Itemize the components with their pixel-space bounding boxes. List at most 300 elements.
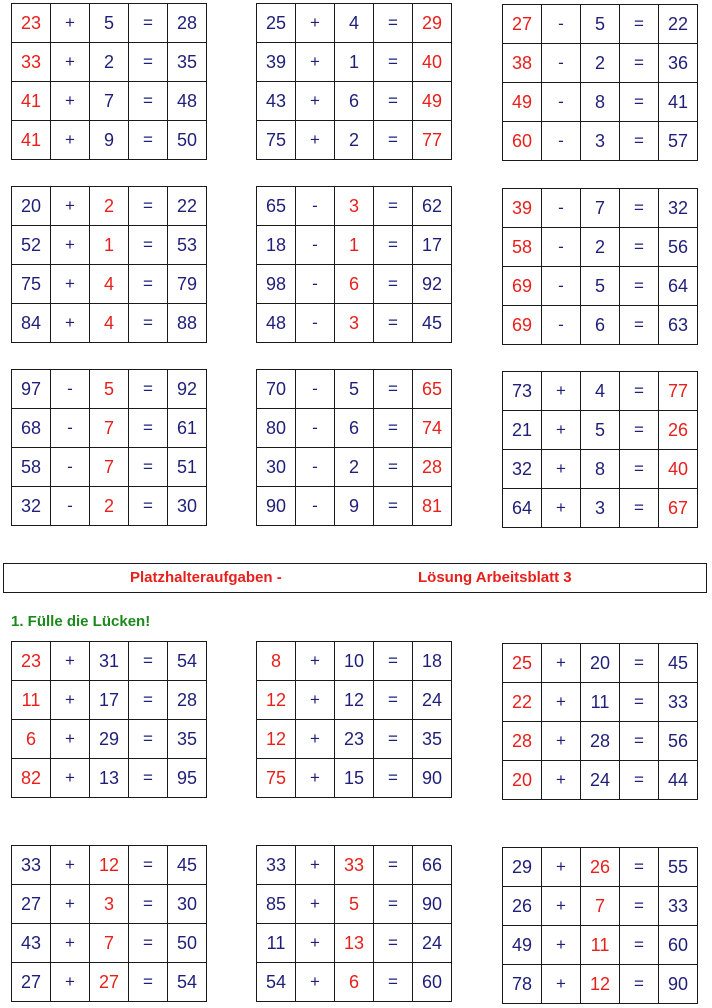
equals-cell: =	[129, 720, 168, 759]
answer-cell: 22	[503, 683, 542, 722]
number-cell: 28	[168, 681, 207, 720]
number-cell: 33	[659, 683, 698, 722]
operator-cell: -	[542, 44, 581, 83]
equation-row	[257, 642, 452, 681]
equation-row	[257, 681, 452, 720]
answer-cell: 39	[503, 189, 542, 228]
operator-cell: +	[542, 761, 581, 800]
number-cell: 22	[659, 5, 698, 44]
number-cell: 28	[168, 4, 207, 43]
equation-row	[257, 846, 452, 885]
number-cell: 54	[257, 963, 296, 1002]
answer-cell: 6	[12, 720, 51, 759]
number-cell: 11	[581, 683, 620, 722]
number-cell: 30	[168, 487, 207, 526]
number-cell: 54	[168, 963, 207, 1002]
operator-cell: +	[51, 642, 90, 681]
equals-cell: =	[620, 44, 659, 83]
equation-row	[257, 370, 452, 409]
answer-cell: 8	[257, 642, 296, 681]
number-cell: 5	[335, 370, 374, 409]
equals-cell: =	[129, 885, 168, 924]
equation-row	[12, 963, 207, 1002]
number-cell: 29	[90, 720, 129, 759]
number-cell: 48	[257, 304, 296, 343]
operator-cell: +	[296, 4, 335, 43]
number-cell: 55	[659, 848, 698, 887]
equation-row	[503, 83, 698, 122]
equals-cell: =	[374, 187, 413, 226]
number-cell: 58	[12, 448, 51, 487]
operator-cell: +	[51, 226, 90, 265]
number-cell: 43	[12, 924, 51, 963]
number-cell: 36	[659, 44, 698, 83]
operator-cell: -	[51, 487, 90, 526]
number-cell: 24	[581, 761, 620, 800]
answer-cell: 3	[335, 187, 374, 226]
equals-cell: =	[374, 885, 413, 924]
answer-cell: 40	[413, 43, 452, 82]
equals-cell: =	[374, 681, 413, 720]
equals-cell: =	[620, 887, 659, 926]
equation-row	[257, 82, 452, 121]
equals-cell: =	[620, 83, 659, 122]
number-cell: 95	[168, 759, 207, 798]
number-cell: 85	[257, 885, 296, 924]
equation-row	[12, 846, 207, 885]
number-cell: 24	[413, 924, 452, 963]
operator-cell: +	[51, 4, 90, 43]
equation-row	[503, 848, 698, 887]
equation-row	[503, 683, 698, 722]
equation-row	[503, 189, 698, 228]
number-cell: 90	[659, 965, 698, 1004]
equation-row	[12, 265, 207, 304]
operator-cell: -	[542, 122, 581, 161]
answer-cell: 2	[90, 187, 129, 226]
equation-row	[12, 43, 207, 82]
equation-table-d3	[502, 643, 698, 800]
number-cell: 5	[581, 411, 620, 450]
number-cell: 63	[659, 306, 698, 345]
equation-row	[12, 720, 207, 759]
operator-cell: -	[542, 83, 581, 122]
equation-row	[12, 82, 207, 121]
equation-row	[503, 44, 698, 83]
number-cell: 2	[581, 228, 620, 267]
equation-table-e1	[11, 845, 207, 1002]
equals-cell: =	[374, 759, 413, 798]
answer-cell: 77	[659, 372, 698, 411]
number-cell: 88	[168, 304, 207, 343]
number-cell: 65	[257, 187, 296, 226]
number-cell: 18	[413, 642, 452, 681]
answer-cell: 69	[503, 267, 542, 306]
equals-cell: =	[129, 487, 168, 526]
answer-cell: 7	[581, 887, 620, 926]
equation-row	[503, 411, 698, 450]
number-cell: 22	[168, 187, 207, 226]
equation-row	[257, 448, 452, 487]
equation-row	[257, 187, 452, 226]
answer-cell: 6	[335, 963, 374, 1002]
equals-cell: =	[374, 82, 413, 121]
title-right: Lösung Arbeitsblatt 3	[418, 569, 572, 586]
equals-cell: =	[620, 926, 659, 965]
number-cell: 60	[659, 926, 698, 965]
number-cell: 64	[503, 489, 542, 528]
answer-cell: 49	[503, 83, 542, 122]
number-cell: 2	[335, 448, 374, 487]
number-cell: 32	[503, 450, 542, 489]
equation-row	[12, 885, 207, 924]
equals-cell: =	[129, 448, 168, 487]
equation-row	[503, 887, 698, 926]
number-cell: 54	[168, 642, 207, 681]
number-cell: 17	[413, 226, 452, 265]
equals-cell: =	[374, 448, 413, 487]
operator-cell: +	[296, 681, 335, 720]
number-cell: 32	[659, 189, 698, 228]
number-cell: 3	[581, 122, 620, 161]
number-cell: 53	[168, 226, 207, 265]
equals-cell: =	[374, 304, 413, 343]
equals-cell: =	[129, 370, 168, 409]
operator-cell: +	[296, 963, 335, 1002]
equation-row	[503, 5, 698, 44]
number-cell: 26	[503, 887, 542, 926]
answer-cell: 4	[90, 265, 129, 304]
equation-table-d2	[256, 641, 452, 798]
operator-cell: -	[296, 448, 335, 487]
answer-cell: 3	[90, 885, 129, 924]
operator-cell: +	[296, 43, 335, 82]
answer-cell: 5	[90, 370, 129, 409]
equals-cell: =	[620, 848, 659, 887]
operator-cell: +	[51, 82, 90, 121]
equation-row	[503, 122, 698, 161]
number-cell: 6	[335, 82, 374, 121]
equals-cell: =	[129, 82, 168, 121]
equation-row	[503, 761, 698, 800]
number-cell: 11	[257, 924, 296, 963]
operator-cell: +	[51, 885, 90, 924]
equation-row	[257, 487, 452, 526]
equals-cell: =	[620, 683, 659, 722]
operator-cell: -	[296, 304, 335, 343]
number-cell: 61	[168, 409, 207, 448]
number-cell: 66	[413, 846, 452, 885]
number-cell: 6	[581, 306, 620, 345]
number-cell: 27	[12, 963, 51, 1002]
operator-cell: +	[542, 644, 581, 683]
number-cell: 23	[335, 720, 374, 759]
number-cell: 33	[257, 846, 296, 885]
equation-table-a3	[502, 4, 698, 161]
equals-cell: =	[374, 409, 413, 448]
answer-cell: 4	[90, 304, 129, 343]
equation-row	[503, 489, 698, 528]
number-cell: 56	[659, 722, 698, 761]
number-cell: 64	[659, 267, 698, 306]
number-cell: 45	[659, 644, 698, 683]
number-cell: 92	[413, 265, 452, 304]
operator-cell: +	[51, 304, 90, 343]
equals-cell: =	[129, 759, 168, 798]
operator-cell: -	[296, 487, 335, 526]
equals-cell: =	[620, 267, 659, 306]
number-cell: 33	[659, 887, 698, 926]
equals-cell: =	[129, 681, 168, 720]
number-cell: 41	[659, 83, 698, 122]
number-cell: 17	[90, 681, 129, 720]
operator-cell: +	[542, 848, 581, 887]
equation-row	[503, 926, 698, 965]
equals-cell: =	[374, 963, 413, 1002]
equation-row	[503, 450, 698, 489]
answer-cell: 7	[90, 448, 129, 487]
number-cell: 5	[90, 4, 129, 43]
operator-cell: +	[296, 885, 335, 924]
equation-row	[503, 306, 698, 345]
equation-table-b3	[502, 188, 698, 345]
answer-cell: 81	[413, 487, 452, 526]
answer-cell: 5	[335, 885, 374, 924]
equation-row	[503, 228, 698, 267]
answer-cell: 27	[90, 963, 129, 1002]
operator-cell: -	[296, 187, 335, 226]
equals-cell: =	[374, 924, 413, 963]
equals-cell: =	[620, 122, 659, 161]
answer-cell: 58	[503, 228, 542, 267]
number-cell: 9	[90, 121, 129, 160]
number-cell: 28	[581, 722, 620, 761]
equation-row	[12, 304, 207, 343]
equation-row	[257, 226, 452, 265]
operator-cell: +	[296, 82, 335, 121]
number-cell: 7	[90, 82, 129, 121]
equation-row	[257, 409, 452, 448]
answer-cell: 60	[503, 122, 542, 161]
operator-cell: -	[296, 409, 335, 448]
equation-row	[257, 963, 452, 1002]
number-cell: 78	[503, 965, 542, 1004]
answer-cell: 23	[12, 642, 51, 681]
equals-cell: =	[129, 187, 168, 226]
equals-cell: =	[374, 487, 413, 526]
answer-cell: 69	[503, 306, 542, 345]
equals-cell: =	[129, 121, 168, 160]
number-cell: 62	[413, 187, 452, 226]
equals-cell: =	[620, 644, 659, 683]
operator-cell: -	[296, 226, 335, 265]
number-cell: 3	[581, 489, 620, 528]
equals-cell: =	[620, 411, 659, 450]
number-cell: 35	[413, 720, 452, 759]
number-cell: 30	[257, 448, 296, 487]
operator-cell: +	[542, 372, 581, 411]
operator-cell: +	[296, 846, 335, 885]
number-cell: 5	[581, 267, 620, 306]
number-cell: 15	[335, 759, 374, 798]
number-cell: 51	[168, 448, 207, 487]
equation-row	[12, 187, 207, 226]
equation-row	[257, 265, 452, 304]
answer-cell: 41	[12, 82, 51, 121]
number-cell: 39	[257, 43, 296, 82]
number-cell: 2	[335, 121, 374, 160]
answer-cell: 6	[335, 265, 374, 304]
equation-table-b2	[256, 186, 452, 343]
operator-cell: -	[542, 267, 581, 306]
number-cell: 68	[12, 409, 51, 448]
number-cell: 90	[413, 759, 452, 798]
answer-cell: 26	[581, 848, 620, 887]
equation-table-c1	[11, 369, 207, 526]
equals-cell: =	[620, 5, 659, 44]
number-cell: 80	[257, 409, 296, 448]
operator-cell: -	[542, 228, 581, 267]
number-cell: 7	[581, 189, 620, 228]
number-cell: 43	[257, 82, 296, 121]
equation-table-c3	[502, 371, 698, 528]
equation-row	[12, 924, 207, 963]
operator-cell: +	[542, 887, 581, 926]
number-cell: 18	[257, 226, 296, 265]
operator-cell: +	[542, 965, 581, 1004]
number-cell: 44	[659, 761, 698, 800]
equals-cell: =	[129, 265, 168, 304]
number-cell: 2	[581, 44, 620, 83]
number-cell: 98	[257, 265, 296, 304]
equation-row	[12, 226, 207, 265]
answer-cell: 33	[335, 846, 374, 885]
equals-cell: =	[129, 642, 168, 681]
equation-row	[12, 409, 207, 448]
equation-row	[12, 487, 207, 526]
equals-cell: =	[374, 642, 413, 681]
answer-cell: 12	[257, 720, 296, 759]
answer-cell: 25	[503, 644, 542, 683]
equation-table-c2	[256, 369, 452, 526]
answer-cell: 41	[12, 121, 51, 160]
answer-cell: 20	[503, 761, 542, 800]
number-cell: 45	[168, 846, 207, 885]
number-cell: 90	[257, 487, 296, 526]
worksheet-title-bar	[3, 563, 707, 593]
operator-cell: +	[51, 759, 90, 798]
answer-cell: 33	[12, 43, 51, 82]
number-cell: 24	[413, 681, 452, 720]
equals-cell: =	[620, 228, 659, 267]
operator-cell: +	[51, 681, 90, 720]
equation-row	[12, 448, 207, 487]
equals-cell: =	[620, 489, 659, 528]
number-cell: 21	[503, 411, 542, 450]
answer-cell: 1	[335, 226, 374, 265]
equals-cell: =	[620, 450, 659, 489]
operator-cell: +	[542, 926, 581, 965]
number-cell: 6	[335, 409, 374, 448]
equals-cell: =	[374, 4, 413, 43]
number-cell: 57	[659, 122, 698, 161]
equation-table-b1	[11, 186, 207, 343]
number-cell: 8	[581, 450, 620, 489]
equation-table-a2	[256, 3, 452, 160]
equation-row	[12, 4, 207, 43]
equation-row	[503, 372, 698, 411]
equals-cell: =	[374, 226, 413, 265]
answer-cell: 75	[257, 759, 296, 798]
equation-table-e3	[502, 847, 698, 1004]
number-cell: 5	[581, 5, 620, 44]
operator-cell: +	[51, 924, 90, 963]
number-cell: 8	[581, 83, 620, 122]
equals-cell: =	[374, 265, 413, 304]
equation-table-e2	[256, 845, 452, 1002]
answer-cell: 82	[12, 759, 51, 798]
number-cell: 9	[335, 487, 374, 526]
answer-cell: 74	[413, 409, 452, 448]
operator-cell: -	[542, 5, 581, 44]
number-cell: 35	[168, 720, 207, 759]
equation-row	[503, 722, 698, 761]
number-cell: 32	[12, 487, 51, 526]
answer-cell: 1	[90, 226, 129, 265]
equation-row	[257, 4, 452, 43]
answer-cell: 7	[90, 409, 129, 448]
operator-cell: +	[51, 121, 90, 160]
answer-cell: 12	[90, 846, 129, 885]
answer-cell: 29	[413, 4, 452, 43]
equation-row	[12, 370, 207, 409]
equation-row	[257, 720, 452, 759]
operator-cell: +	[542, 722, 581, 761]
operator-cell: -	[296, 265, 335, 304]
number-cell: 20	[581, 644, 620, 683]
operator-cell: +	[296, 720, 335, 759]
number-cell: 35	[168, 43, 207, 82]
equals-cell: =	[129, 43, 168, 82]
operator-cell: -	[51, 409, 90, 448]
number-cell: 13	[90, 759, 129, 798]
equals-cell: =	[374, 43, 413, 82]
equation-row	[257, 304, 452, 343]
equals-cell: =	[129, 304, 168, 343]
number-cell: 84	[12, 304, 51, 343]
answer-cell: 77	[413, 121, 452, 160]
number-cell: 33	[12, 846, 51, 885]
equals-cell: =	[129, 924, 168, 963]
answer-cell: 11	[12, 681, 51, 720]
equation-row	[12, 759, 207, 798]
answer-cell: 12	[257, 681, 296, 720]
equals-cell: =	[129, 409, 168, 448]
operator-cell: +	[542, 450, 581, 489]
number-cell: 97	[12, 370, 51, 409]
equals-cell: =	[620, 189, 659, 228]
equals-cell: =	[620, 761, 659, 800]
equation-table-d1	[11, 641, 207, 798]
number-cell: 31	[90, 642, 129, 681]
equals-cell: =	[129, 4, 168, 43]
number-cell: 4	[581, 372, 620, 411]
operator-cell: +	[51, 265, 90, 304]
answer-cell: 26	[659, 411, 698, 450]
equation-row	[503, 644, 698, 683]
number-cell: 27	[12, 885, 51, 924]
operator-cell: +	[51, 846, 90, 885]
